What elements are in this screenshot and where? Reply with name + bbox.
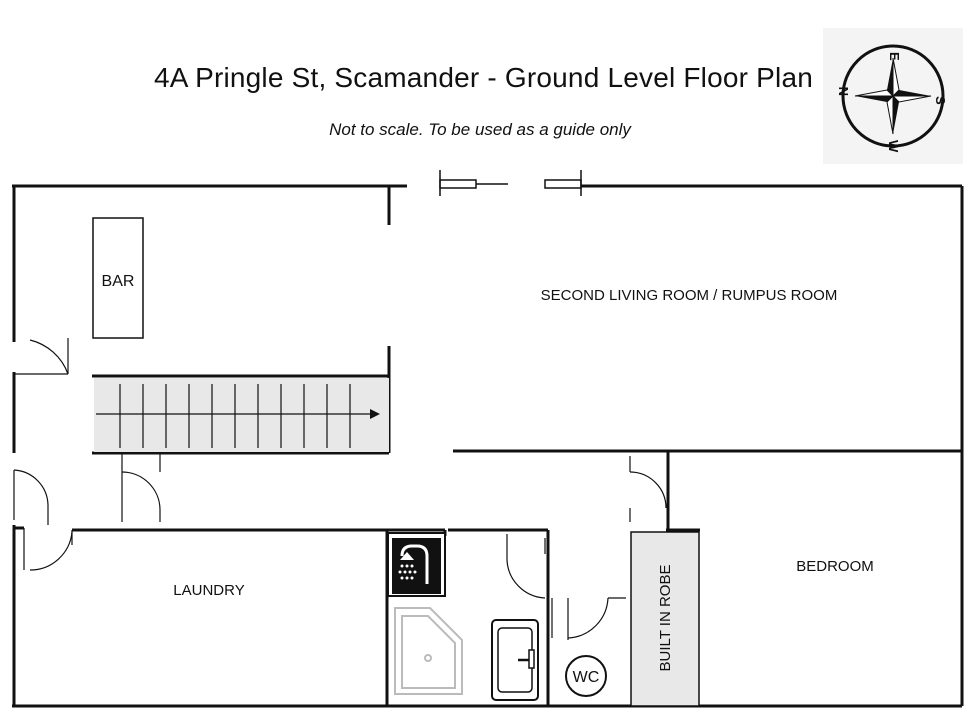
- shower-icon: [388, 533, 445, 596]
- page-subtitle: Not to scale. To be used as a guide only: [329, 120, 631, 139]
- bathtub: [395, 608, 462, 694]
- wc-label: WC: [572, 669, 600, 686]
- room-label-bedroom: BEDROOM: [796, 558, 874, 575]
- room-label-robe: BUILT IN ROBE: [657, 564, 674, 672]
- compass-rose-icon: [823, 28, 963, 164]
- vanity-sink: [492, 620, 538, 700]
- compass-w: W: [886, 140, 901, 153]
- compass-s: S: [933, 96, 948, 105]
- sliding-door: [440, 170, 581, 196]
- page-title: 4A Pringle St, Scamander - Ground Level Floor Plan: [153, 62, 813, 93]
- room-label-living: SECOND LIVING ROOM / RUMPUS ROOM: [540, 287, 838, 304]
- compass-n: N: [836, 86, 851, 96]
- compass-e: E: [887, 52, 902, 61]
- room-label-bar: BAR: [101, 273, 135, 290]
- staircase: [94, 378, 389, 452]
- room-label-laundry: LAUNDRY: [173, 582, 245, 599]
